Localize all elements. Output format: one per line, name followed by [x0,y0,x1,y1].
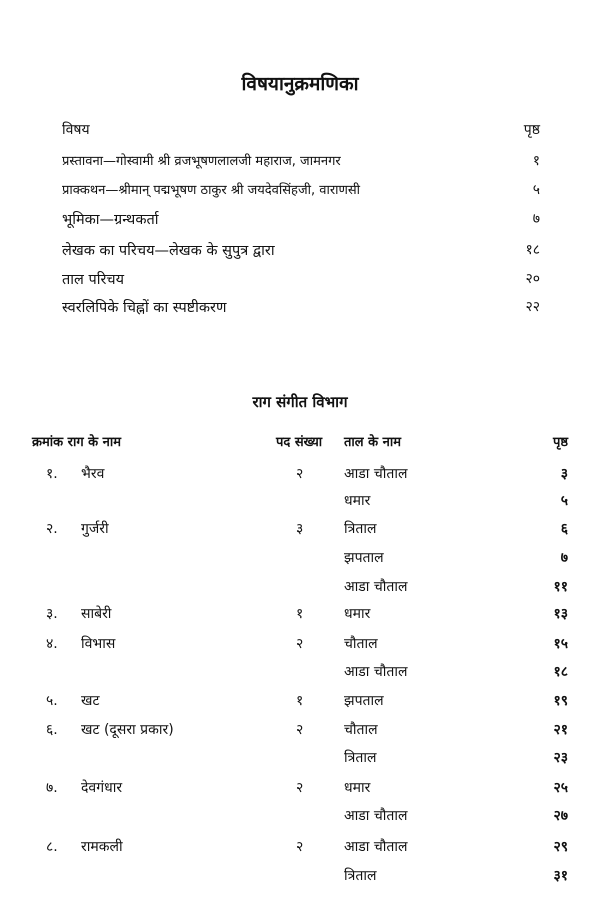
raga-row [0,491,600,513]
toc-item-page: २२ [525,299,540,315]
header-count: पद संख्या [276,435,323,450]
taal-name: आडा चौताल [344,579,408,595]
raga-row [0,720,600,742]
toc-item-page: ७ [532,211,540,227]
raga-number: ४. [46,636,58,652]
raga-row [0,604,600,626]
toc-item-label: प्राक्कथन—श्रीमान् पद्मभूषण ठाकुर श्री जयदेवसिंहजी, वाराणसी [62,183,361,198]
taal-name: धमार [344,780,371,796]
raga-row [0,548,600,570]
raga-section-title: राग संगीत विभाग [252,393,348,411]
toc-item [62,151,540,173]
toc-item-page: ५ [532,182,540,198]
taal-name: आडा चौताल [344,808,408,824]
raga-name: विभास [81,636,116,652]
raga-row [0,748,600,770]
toc-item [62,269,540,291]
raga-name: रामकली [81,839,123,855]
raga-number: ३. [46,606,58,622]
toc-item [62,180,540,202]
raga-number: ७. [46,780,58,796]
taal-name: त्रिताल [344,750,377,766]
raga-number: ६. [46,722,58,738]
page-number: १९ [553,693,568,709]
page-number: १८ [553,664,568,680]
page-title: विषयानुक्रमणिका [241,73,359,95]
raga-name: साबेरी [81,606,112,622]
raga-row [0,577,600,599]
raga-row [0,662,600,684]
page-number: ११ [553,579,568,595]
raga-table-header [0,432,600,454]
raga-name: खट [81,693,100,709]
taal-name: झपताल [344,693,384,709]
page-number: १३ [553,606,568,622]
pad-count: १ [296,693,304,709]
raga-name: देवगंधार [81,780,123,796]
toc-header-subject: विषय [62,122,90,138]
raga-row [0,778,600,800]
raga-row [0,519,600,541]
pad-count: २ [296,780,304,796]
pad-count: १ [296,606,304,622]
raga-name: गुर्जरी [81,521,109,537]
raga-name: खट (दूसरा प्रकार) [81,722,174,738]
toc-item-page: १ [532,153,540,169]
pad-count: ३ [296,521,304,537]
raga-name: भैरव [81,466,105,482]
toc-item-label: स्वरलिपिके चिह्नों का स्पष्टीकरण [62,300,227,316]
toc-item [62,240,540,262]
page-number: २३ [553,750,568,766]
toc-item [62,297,540,319]
taal-name: त्रिताल [344,868,377,884]
page-number: २९ [553,839,568,855]
page-number: ६ [560,521,568,537]
header-number-name: क्रमांक राग के नाम [32,435,122,450]
raga-row [0,866,600,888]
raga-row [0,806,600,828]
header-page: पृष्ठ [552,435,568,450]
toc-header [62,120,540,142]
pad-count: २ [296,636,304,652]
page-number: ७ [560,550,568,566]
taal-name: धमार [344,606,371,622]
page-number: ३१ [553,868,568,884]
taal-name: चौताल [344,722,378,738]
toc-item-label: लेखक का परिचय—लेखक के सुपुत्र द्वारा [62,243,275,259]
page-number: १५ [553,636,568,652]
taal-name: चौताल [344,636,378,652]
pad-count: २ [296,466,304,482]
page-number: २७ [553,808,568,824]
raga-row [0,464,600,486]
toc-item-page: १८ [525,242,540,258]
page-number: ३ [560,466,568,482]
toc-item-label: प्रस्तावना—गोस्वामी श्री व्रजभूषणलालजी महाराज, जामनगर [62,154,341,169]
page-number: २१ [553,722,568,738]
toc-item-label: ताल परिचय [62,272,124,288]
taal-name: झपताल [344,550,384,566]
raga-row [0,691,600,713]
pad-count: २ [296,839,304,855]
page-number: २५ [553,780,568,796]
raga-row [0,837,600,859]
pad-count: २ [296,722,304,738]
raga-number: ८. [46,839,58,855]
toc-item [62,209,540,231]
taal-name: त्रिताल [344,521,377,537]
toc-item-page: २० [525,271,540,287]
toc-item-label: भूमिका—ग्रन्थकर्ता [62,212,159,228]
raga-number: १. [46,466,58,482]
toc-header-page: पृष्ठ [523,122,540,138]
taal-name: आडा चौताल [344,839,408,855]
raga-number: २. [46,521,58,537]
raga-row [0,634,600,656]
header-taal: ताल के नाम [344,435,401,450]
taal-name: आडा चौताल [344,466,408,482]
taal-name: धमार [344,493,371,509]
raga-number: ५. [46,693,58,709]
taal-name: आडा चौताल [344,664,408,680]
page-number: ५ [560,493,568,509]
